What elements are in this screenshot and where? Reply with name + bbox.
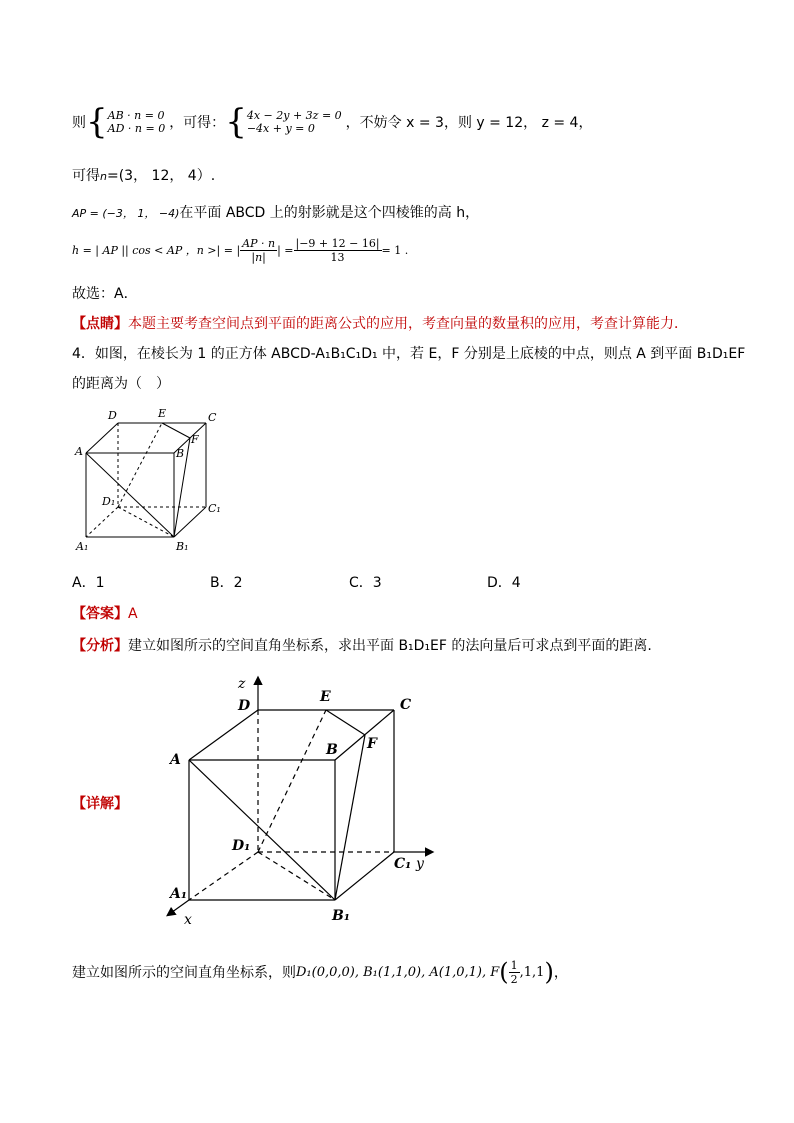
- normal-prefix: 可得: [72, 168, 100, 184]
- suffix-text: ，不妨令 x = 3，则 y = 12， z = 4，: [345, 115, 593, 131]
- equation-1a: AB · n = 0: [107, 109, 165, 122]
- fraction-2-numerator: |−9 + 12 − 16|: [295, 236, 380, 250]
- answer-line: [72, 603, 138, 623]
- comment-tag: 【点睛】: [72, 316, 128, 332]
- system-2: [247, 109, 342, 135]
- big-edge-D1E-hidden: [258, 710, 326, 852]
- choice-line: 故选：A．: [72, 286, 138, 302]
- height-formula-line: [72, 232, 408, 268]
- fraction-2-denominator: 13: [330, 250, 345, 264]
- big-edge-AB1: [189, 760, 335, 900]
- big-label-B1: B₁: [332, 908, 350, 924]
- big-edge-FB1: [335, 735, 365, 900]
- fraction-1-numerator: AP · n: [242, 236, 276, 250]
- big-label-D1: D₁: [232, 838, 251, 854]
- question-4-line-1: 4．如图，在棱长为 1 的正方体 ABCD-A₁B₁C₁D₁ 中，若 E，F 分别是上底棱的中点，则点 A 到平面 B₁D₁EF: [72, 346, 746, 362]
- edge-D1E-hidden: [118, 423, 162, 507]
- edge-B1C1: [174, 507, 206, 537]
- fraction-1-denominator: |n|: [251, 250, 266, 264]
- label-E: E: [158, 407, 167, 420]
- coordinates-line: [72, 955, 568, 989]
- left-paren: (: [499, 958, 509, 986]
- solution-line-system: [72, 100, 592, 144]
- edge-AD: [86, 423, 118, 453]
- height-lhs: h = | AP || cos < AP ，n >| = |: [72, 244, 241, 257]
- detail-line: [72, 793, 128, 813]
- label-D1: D₁: [102, 495, 116, 508]
- fraction-1: [240, 237, 277, 264]
- big-label-x: x: [184, 912, 192, 928]
- answer-tag: 【答案】: [72, 606, 128, 622]
- equation-1b: AD · n = 0: [107, 122, 166, 135]
- label-B: B: [176, 447, 185, 460]
- small-cube-figure: [70, 405, 230, 555]
- answer-text: A: [128, 606, 138, 622]
- left-brace: {: [86, 102, 108, 142]
- coordinates-intro: 建立如图所示的空间直角坐标系，则: [72, 965, 296, 981]
- left-brace-2: {: [225, 102, 247, 142]
- big-edge-D1B1-hidden: [258, 852, 335, 900]
- label-C1: C₁: [208, 502, 221, 515]
- comment-line: [72, 313, 688, 333]
- question-4-line-2: 的距离为（ ）: [72, 376, 170, 392]
- coordinate-tail: ,1,1: [519, 964, 545, 980]
- normal-vector-value: =(3， 12， 4）.: [106, 168, 216, 184]
- equation-2a: 4x − 2y + 3z = 0: [246, 109, 342, 122]
- fraction-numerator: 1: [510, 958, 518, 972]
- height-rhs: = 1 .: [381, 243, 409, 257]
- big-label-B: B: [326, 742, 338, 758]
- big-edge-AD: [189, 710, 258, 760]
- equation-2b: −4x + y = 0: [246, 122, 315, 135]
- comment-text: 本题主要考查空间点到平面的距离公式的应用，考查向量的数量积的应用，考查计算能力．: [128, 316, 688, 332]
- label-B1: B₁: [176, 540, 189, 553]
- label-C: C: [208, 411, 217, 424]
- edge-EF: [162, 423, 190, 438]
- coordinates-end: ，: [553, 965, 568, 981]
- label-A: A: [75, 445, 83, 458]
- coordinate-fraction: [509, 959, 520, 986]
- big-label-C1: C₁: [394, 856, 412, 872]
- label-D: D: [108, 409, 117, 422]
- big-label-y: y: [416, 856, 424, 872]
- label-F: F: [191, 433, 199, 446]
- prefix-text: 则: [72, 115, 86, 131]
- ap-text: 在平面 ABCD 上的射影就是这个四棱锥的高 h，: [179, 205, 480, 221]
- detail-tag: 【详解】: [72, 796, 128, 812]
- right-paren: ): [544, 958, 554, 986]
- normal-symbol: n: [100, 170, 107, 183]
- edge-D1A1-hidden: [86, 507, 118, 537]
- big-label-F: F: [367, 736, 377, 752]
- big-edge-EF: [326, 710, 365, 735]
- option-a: A．1: [72, 575, 105, 591]
- big-cube-figure: [160, 672, 450, 934]
- big-label-E: E: [320, 689, 331, 705]
- big-edge-D1A1-hidden: [189, 852, 258, 900]
- big-label-A: A: [170, 752, 181, 768]
- analysis-text: 建立如图所示的空间直角坐标系，求出平面 B₁D₁EF 的法向量后可求点到平面的距离.: [128, 638, 652, 654]
- option-d: D．4: [487, 575, 521, 591]
- option-b: B．2: [210, 575, 243, 591]
- big-label-D: D: [238, 698, 251, 714]
- system-1: [108, 109, 166, 135]
- mid-text: ，可得：: [169, 115, 226, 131]
- analysis-tag: 【分析】: [72, 638, 128, 654]
- normal-vector-line: [72, 165, 215, 185]
- big-edge-B1C1: [335, 852, 394, 900]
- coordinates-values: D₁(0,0,0), B₁(1,1,0), A(1,0,1), F: [296, 964, 500, 980]
- label-A1: A₁: [76, 540, 89, 553]
- analysis-line: [72, 635, 652, 655]
- ap-line: [72, 202, 479, 222]
- edge-D1B1-hidden: [118, 507, 174, 537]
- big-label-z: z: [238, 676, 246, 692]
- big-label-A1: A₁: [170, 886, 187, 902]
- fraction-2: [294, 237, 382, 264]
- ap-vector: AP = (−3， 1， −4): [72, 207, 180, 220]
- height-mid: | =: [277, 243, 294, 257]
- big-label-C: C: [400, 697, 412, 713]
- fraction-denominator: 2: [510, 972, 518, 986]
- option-c: C．3: [349, 575, 382, 591]
